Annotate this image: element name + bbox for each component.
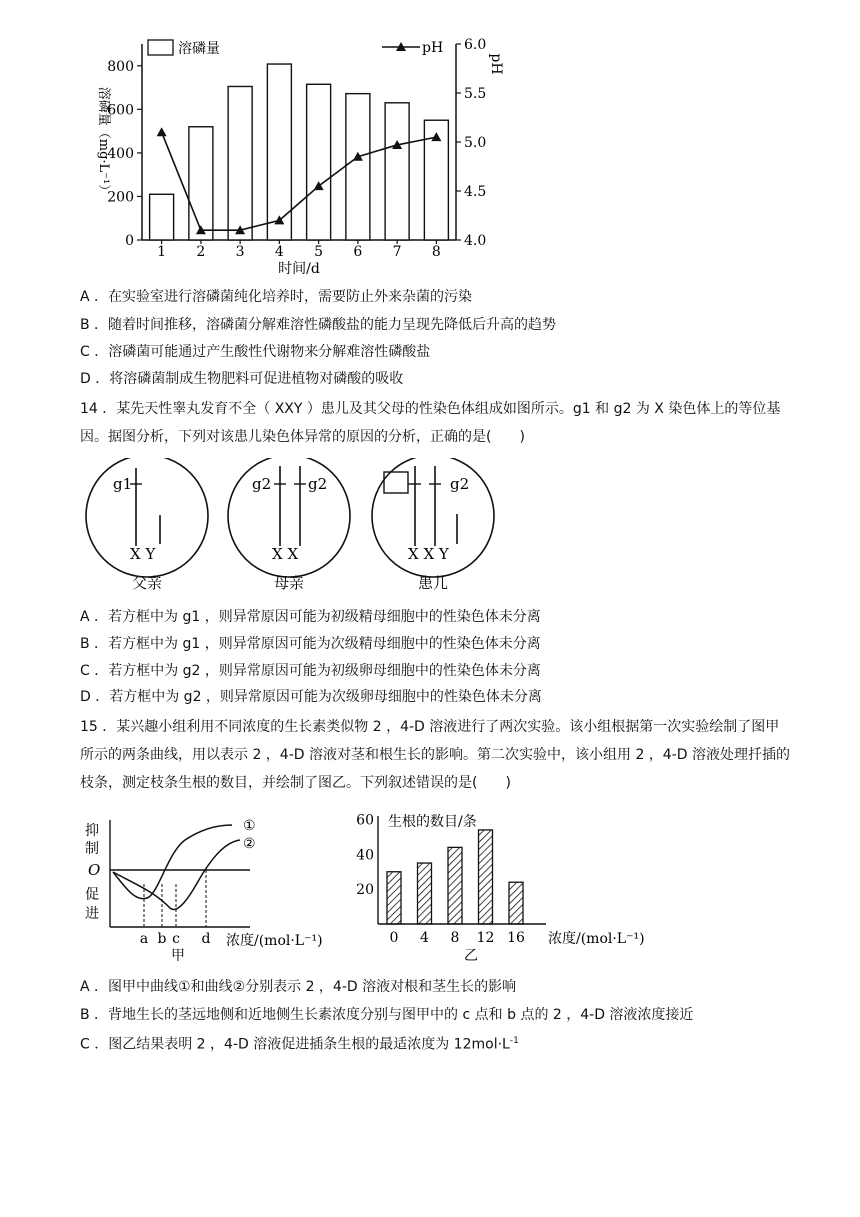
phosphate-bar <box>346 94 370 240</box>
y2-tick-label: 6.0 <box>464 37 487 53</box>
mother-cell <box>228 458 350 592</box>
yi-bar <box>387 872 401 924</box>
yi-x-tick-label: 4 <box>420 930 429 946</box>
jia-point-label-c: c <box>172 931 180 947</box>
y-tick-label: 200 <box>107 189 134 206</box>
mother-label: 母亲 <box>274 574 305 592</box>
x-tick-label: 8 <box>431 244 441 260</box>
q15-option-b: B ．背地生长的茎远地侧和近地侧生长素浓度分别与图甲中的 c 点和 b 点的 2 ，4-D 溶液浓度接近 <box>80 1007 694 1023</box>
x-axis-title: 时间/d <box>278 261 320 277</box>
mother-gene-label-left: g2 <box>252 475 272 493</box>
jia-y-label-bottom-2: 进 <box>85 906 99 922</box>
y-tick-label: 400 <box>107 145 134 162</box>
yi-bar <box>448 847 462 924</box>
x-tick-label: 3 <box>235 244 245 260</box>
figure-yi-bar-chart <box>350 808 660 964</box>
jia-point-label-b: b <box>157 931 167 947</box>
ph-point <box>157 127 167 136</box>
legend-bar-label: 溶磷量 <box>178 41 220 57</box>
yi-x-axis-title: 浓度/(mol·L⁻¹) <box>548 931 645 947</box>
yi-x-tick-label: 8 <box>450 930 460 946</box>
jia-origin-label: O <box>88 861 101 879</box>
yi-y-axis-title: 生根的数目/条 <box>388 814 477 830</box>
x-tick-label: 4 <box>274 244 284 260</box>
y2-tick-label: 5.0 <box>464 135 487 151</box>
legend-bar-swatch <box>148 40 173 55</box>
jia-point-label-a: a <box>139 931 149 947</box>
yi-bar <box>479 830 493 924</box>
y2-tick-label: 5.5 <box>464 86 487 102</box>
father-gene-label: g1 <box>113 475 133 493</box>
y-axis-title: 溶磷量（mg·L⁻¹） <box>96 86 111 198</box>
yi-y-tick-label: 40 <box>356 847 374 864</box>
jia-x-axis-title: 浓度/(mol·L⁻¹) <box>226 933 323 949</box>
yi-x-tick-label: 16 <box>507 930 525 946</box>
yi-bar <box>509 882 523 924</box>
q15-stem: 15 ．某兴趣小组利用不同浓度的生长素类似物 2 ，4-D 溶液进行了两次实验。该小组根据第一次实验绘制了图甲所示的两条曲线，用以表示 2 ，4-D 溶液对茎和根生长的影响。第二次实验中，该小组用 2 ，4-D 溶液处理扦插的枝条，测定枝条生根的数目，并绘制了图乙。下列叙述错误的是( ) <box>80 719 790 791</box>
y2-axis-title: pH <box>488 53 504 75</box>
curve-2-label: ② <box>243 836 256 852</box>
y2-tick-label: 4.5 <box>464 184 487 200</box>
q14-option-b: B ．若方框中为 g1 ，则异常原因可能为次级精母细胞中的性染色体未分离 <box>80 636 541 652</box>
legend-line-label: pH <box>422 40 444 56</box>
curve-1-label: ① <box>243 818 256 834</box>
q14-option-d: D ．若方框中为 g2 ，则异常原因可能为次级卵母细胞中的性染色体未分离 <box>80 689 542 705</box>
q14-option-c: C ．若方框中为 g2 ，则异常原因可能为初级卵母细胞中的性染色体未分离 <box>80 663 541 679</box>
x-tick-label: 5 <box>314 244 324 260</box>
jia-title: 甲 <box>171 948 185 962</box>
mother-gene-label-right: g2 <box>308 475 328 493</box>
q15-option-a: A ．图甲中曲线①和曲线②分别表示 2 ，4-D 溶液对根和茎生长的影响 <box>80 979 517 995</box>
q13-option-b: B ．随着时间推移，溶磷菌分解难溶性磷酸盐的能力呈现先降低后升高的趋势 <box>80 317 557 333</box>
jia-point-label-d: d <box>201 931 211 947</box>
q15-option-c-unit-sup: -1 <box>509 1036 519 1046</box>
y-tick-label: 800 <box>107 58 134 75</box>
child-chromosome-labels: X X Y <box>408 545 449 563</box>
yi-y-tick-label: 20 <box>356 882 374 899</box>
mother-chromosome-labels: X X <box>272 545 299 563</box>
q13-option-a: A ．在实验室进行溶磷菌纯化培养时，需要防止外来杂菌的污染 <box>80 289 473 305</box>
child-label: 患儿 <box>418 574 449 592</box>
q15-option-c-text: C ．图乙结果表明 2 ，4-D 溶液促进插条生根的最适浓度为 12mol·L <box>80 1036 510 1053</box>
phosphate-bar <box>189 127 213 240</box>
child-cell <box>372 458 494 592</box>
yi-title: 乙 <box>464 948 478 964</box>
q13-option-c: C ．溶磷菌可能通过产生酸性代谢物来分解难溶性磷酸盐 <box>80 344 431 360</box>
phosphate-bar <box>228 86 252 240</box>
father-label: 父亲 <box>132 574 163 592</box>
yi-x-tick-label: 0 <box>389 930 399 946</box>
x-tick-label: 7 <box>392 244 402 260</box>
q15-option-c <box>80 1031 519 1055</box>
yi-y-tick-label: 60 <box>356 812 374 829</box>
y2-tick-label: 4.0 <box>464 233 487 249</box>
jia-y-label-top-1: 抑 <box>85 823 99 839</box>
jia-y-label-top-2: 制 <box>85 841 99 857</box>
phosphate-ph-chart <box>80 30 540 280</box>
yi-x-tick-label: 12 <box>476 930 495 946</box>
y-tick-label: 600 <box>107 102 134 119</box>
child-gene-label: g2 <box>450 475 470 493</box>
q13-option-d: D ．将溶磷菌制成生物肥料可促进植物对磷酸的吸收 <box>80 371 404 387</box>
jia-y-label-bottom-1: 促 <box>85 887 99 903</box>
x-tick-label: 2 <box>196 244 206 260</box>
father-cell <box>86 458 208 592</box>
q14-stem: 14 ．某先天性睾丸发育不全（ XXY ）患儿及其父母的性染色体组成如图所示。g1 和 g2 为 X 染色体上的等位基因。据图分析，下列对该患儿染色体异常的原因的分析，正确的是( ) <box>80 401 781 445</box>
x-tick-label: 1 <box>157 244 167 260</box>
q14-option-a: A ．若方框中为 g1 ，则异常原因可能为初级精母细胞中的性染色体未分离 <box>80 609 541 625</box>
chromosome-figure <box>80 458 510 598</box>
phosphate-bar <box>150 194 174 240</box>
y-tick-label: 0 <box>125 233 134 249</box>
phosphate-bar <box>385 103 409 240</box>
figure-jia-curves <box>80 812 340 962</box>
yi-bar <box>418 863 432 924</box>
phosphate-bar <box>307 84 331 240</box>
father-chromosome-labels: X Y <box>130 545 156 563</box>
x-tick-label: 6 <box>353 244 363 260</box>
curve-1 <box>113 825 232 899</box>
